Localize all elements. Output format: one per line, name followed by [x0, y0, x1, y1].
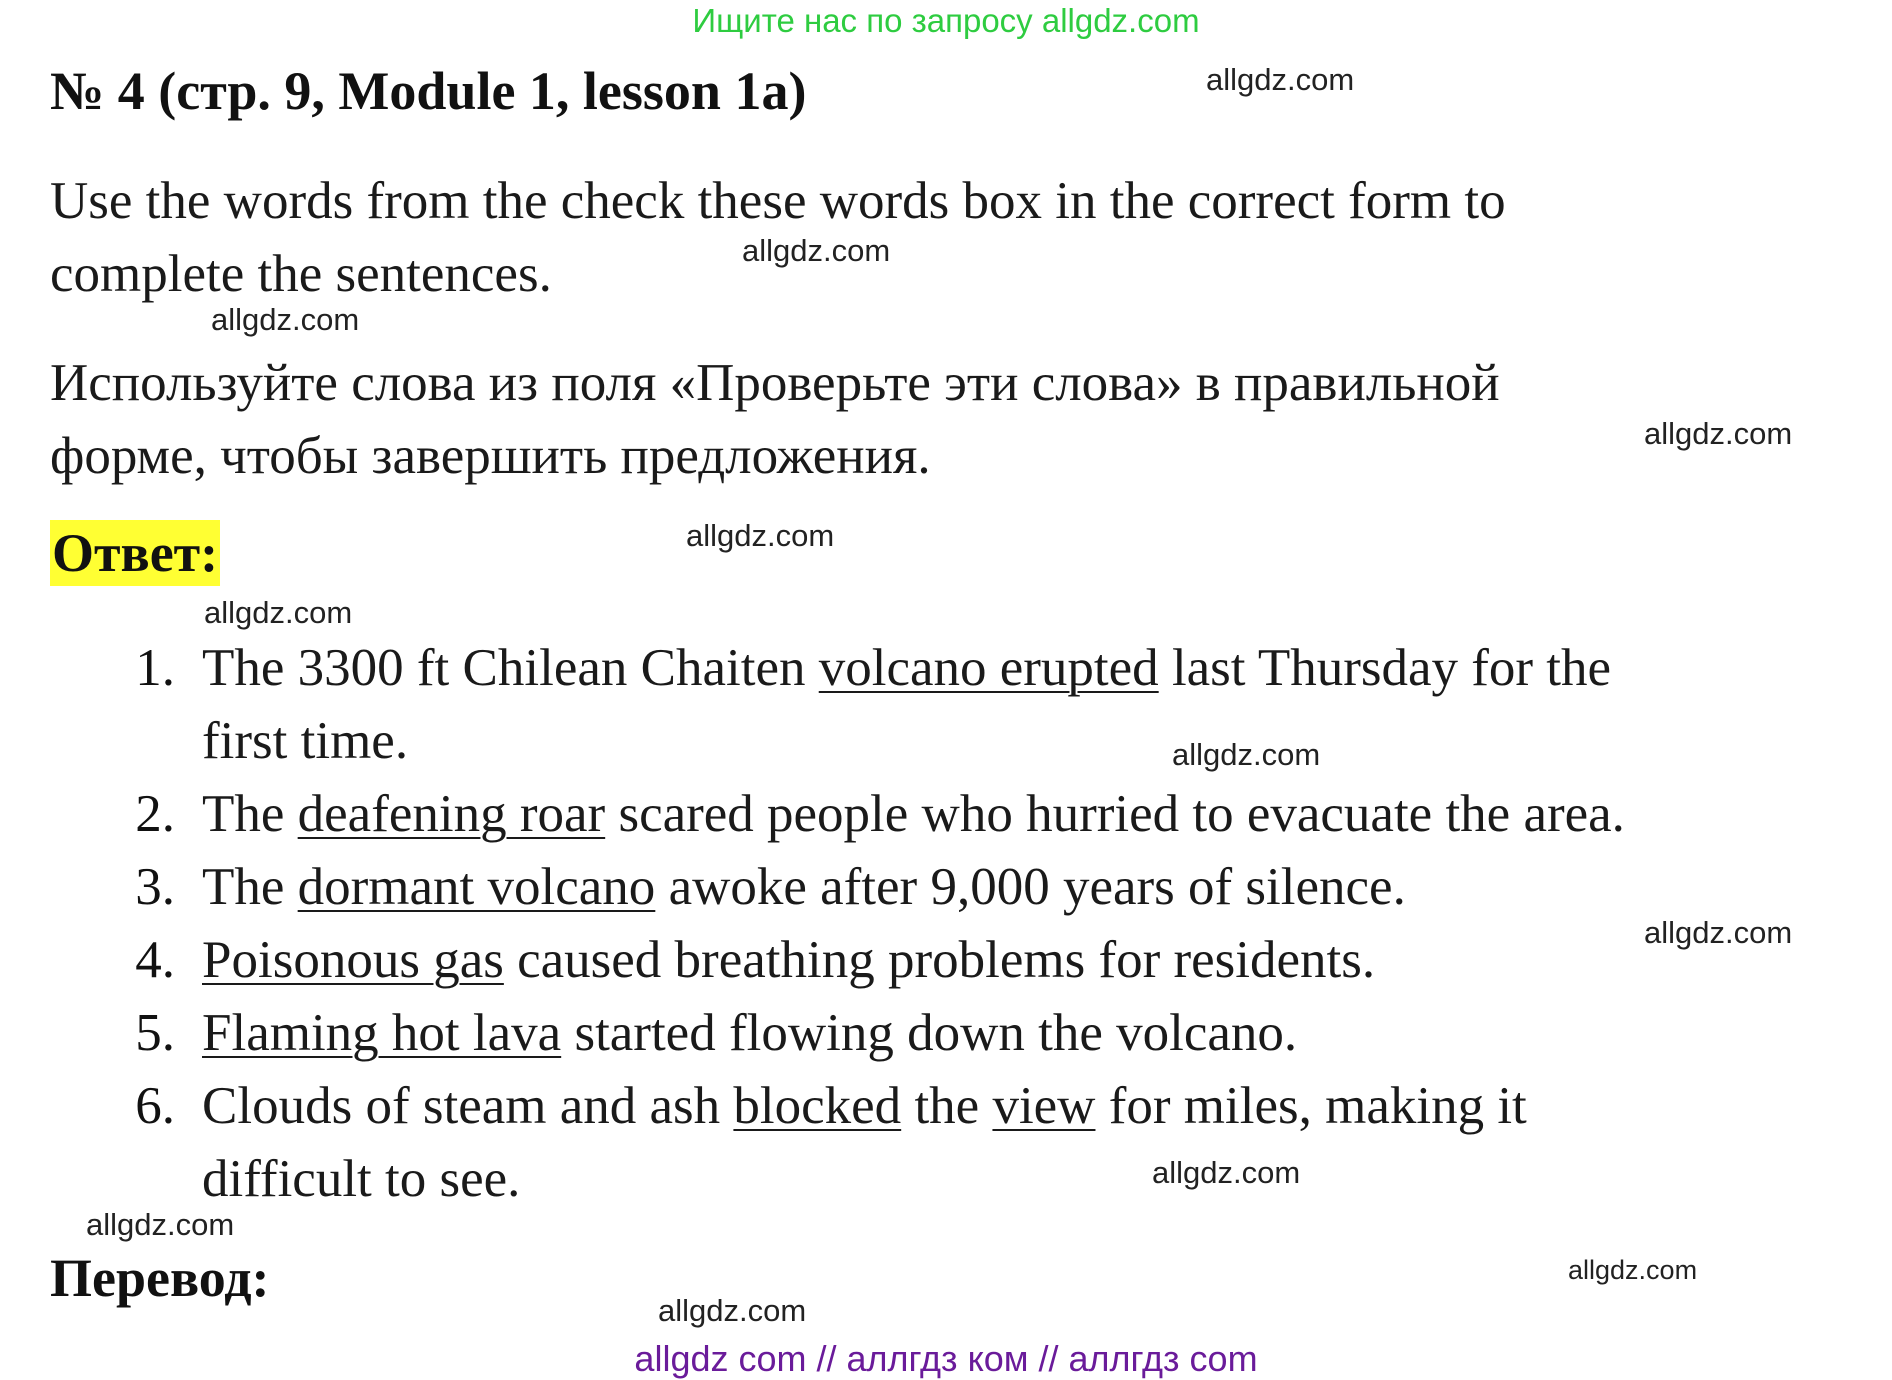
watermark: allgdz.com — [658, 1293, 807, 1328]
answer-underlined: blocked — [733, 1077, 902, 1135]
answer-text: The — [202, 858, 298, 916]
instruction-en-line1: Use the words from the check these words box in the correct form to — [50, 172, 1506, 230]
answer-number: 3. — [135, 858, 175, 916]
answer-underlined: Poisonous gas — [202, 931, 504, 989]
answer-underlined: Flaming hot lava — [202, 1004, 562, 1062]
answer-text: last Thursday for the — [1158, 639, 1612, 697]
watermark: allgdz.com — [1172, 737, 1321, 772]
answer-item-2 — [202, 778, 1625, 851]
watermark: allgdz.com — [1206, 62, 1355, 97]
answer-item-3 — [202, 851, 1406, 924]
answer-text: awoke after 9,000 years of silence. — [655, 858, 1406, 916]
watermark: allgdz.com — [686, 518, 835, 553]
instruction-ru-line1: Используйте слова из поля «Проверьте эти слова» в правильной — [50, 354, 1500, 412]
instruction-en-line2: complete the sentences. — [50, 245, 552, 303]
answer-item-6-line1 — [202, 1070, 1527, 1143]
exercise-heading: № 4 (стр. 9, Module 1, lesson 1a) — [50, 61, 807, 121]
answer-item-4 — [202, 924, 1375, 997]
answer-number: 2. — [135, 785, 175, 843]
watermark: allgdz.com — [86, 1207, 235, 1242]
answer-underlined: deafening roar — [297, 785, 606, 843]
watermark: allgdz.com — [1644, 915, 1793, 950]
instruction-ru-line2: форме, чтобы завершить предложения. — [50, 427, 931, 485]
answer-text: The 3300 ft Chilean Chaiten — [202, 639, 819, 697]
answer-item-6-line2: difficult to see. — [202, 1150, 521, 1208]
answer-text: The — [202, 785, 298, 843]
translation-label: Перевод: — [50, 1248, 270, 1308]
watermark: allgdz.com — [211, 302, 360, 337]
answer-item-1-line2: first time. — [202, 712, 409, 770]
top-banner: Ищите нас по запросу allgdz.com — [692, 2, 1200, 39]
watermark: allgdz.com — [1568, 1255, 1698, 1285]
answer-text: the — [901, 1077, 993, 1135]
answer-label: Ответ: — [50, 520, 220, 586]
answer-underlined: volcano erupted — [818, 639, 1159, 697]
watermark: allgdz.com — [1644, 416, 1793, 451]
answer-item-5 — [202, 997, 1297, 1070]
answer-underlined: view — [992, 1077, 1096, 1135]
answer-number: 6. — [135, 1077, 175, 1135]
answer-number: 5. — [135, 1004, 175, 1062]
bottom-banner: allgdz com // аллгдз ком // аллгдз com — [634, 1338, 1258, 1379]
watermark: allgdz.com — [1152, 1155, 1301, 1190]
answer-text: caused breathing problems for residents. — [503, 931, 1376, 989]
watermark: allgdz.com — [204, 595, 353, 630]
answer-text: scared people who hurried to evacuate the area. — [605, 785, 1625, 843]
answer-number: 1. — [135, 639, 175, 697]
answer-text: for miles, making it — [1095, 1077, 1527, 1135]
answer-item-1-line1 — [202, 632, 1611, 705]
answer-number: 4. — [135, 931, 175, 989]
answer-underlined: dormant volcano — [297, 858, 656, 916]
watermark: allgdz.com — [742, 233, 891, 268]
answer-text: started flowing down the volcano. — [561, 1004, 1298, 1062]
answer-text: Clouds of steam and ash — [202, 1077, 734, 1135]
